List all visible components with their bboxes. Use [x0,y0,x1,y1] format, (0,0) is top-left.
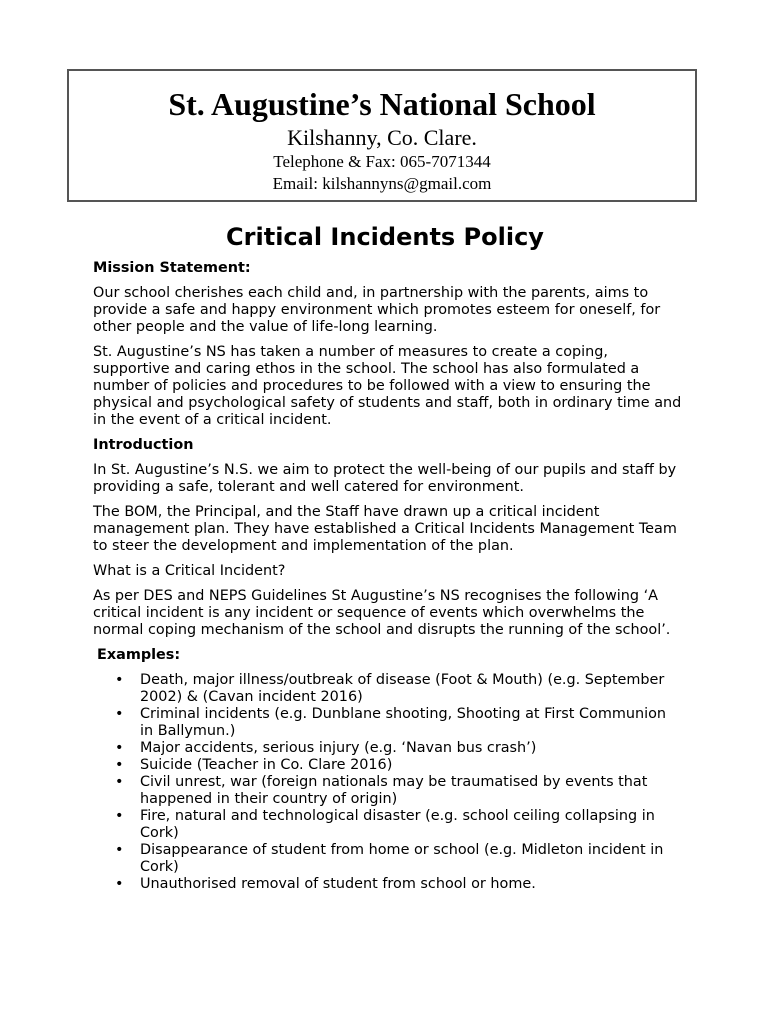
bullet-icon: • [115,757,124,773]
list-item [93,672,683,706]
bullet-icon: • [115,876,124,892]
introduction-paragraph-1: In St. Augustine’s N.S. we aim to protect the well-being of our pupils and staff by providing a safe, tolerant and well catered for environment. [93,462,677,495]
list-item-text: Major accidents, serious injury (e.g. ‘Navan bus crash’) [140,740,537,756]
school-email: Email: kilshannyns@gmail.com [272,174,492,193]
examples-heading: Examples: [97,647,181,663]
list-item-text: Disappearance of student from home or school (e.g. Midleton incident in Cork) [140,842,664,875]
list-item [93,808,683,842]
list-item [93,706,683,740]
bullet-icon: • [115,808,124,824]
introduction-paragraph-2: The BOM, the Principal, and the Staff have drawn up a critical incident management plan. They have established a Critical Incidents Management Team to steer the development and implementation of the plan. [93,504,677,554]
list-item-text: Unauthorised removal of student from school or home. [140,876,536,892]
bullet-icon: • [115,774,124,790]
letterhead-box [67,69,697,202]
list-item-text: Suicide (Teacher in Co. Clare 2016) [140,757,393,773]
what-is-heading: What is a Critical Incident? [93,563,286,579]
list-item-text: Civil unrest, war (foreign nationals may be traumatised by events that happened in their country of origin) [140,774,648,807]
mission-paragraph-2: St. Augustine’s NS has taken a number of measures to create a coping, supportive and caring ethos in the school. The school has also formulated a number of policies and procedures to be followed with a view to ensuring the physical and psychological safety of students and staff, both in ordinary time and in the event of a critical incident. [93,344,682,428]
policy-title: Critical Incidents Policy [226,223,544,251]
list-item [93,740,683,757]
list-item-text: Death, major illness/outbreak of disease (Foot & Mouth) (e.g. September 2002) & (Cavan incident 2016) [140,672,665,705]
mission-paragraph-1: Our school cherishes each child and, in partnership with the parents, aims to provide a safe and happy environment which promotes esteem for oneself, for other people and the value of life-long learning. [93,285,661,335]
list-item [93,842,683,876]
bullet-icon: • [115,672,124,688]
list-item [93,876,683,893]
list-item-text: Fire, natural and technological disaster (e.g. school ceiling collapsing in Cork) [140,808,655,841]
school-phone: Telephone & Fax: 065-7071344 [273,152,491,171]
introduction-heading: Introduction [93,437,194,453]
school-location: Kilshanny, Co. Clare. [287,125,477,150]
bullet-icon: • [115,842,124,858]
examples-list [93,672,683,893]
list-item [93,757,683,774]
school-name: St. Augustine’s National School [168,86,596,122]
bullet-icon: • [115,740,124,756]
definition-paragraph: As per DES and NEPS Guidelines St Augustine’s NS recognises the following ‘A critical incident is any incident or sequence of events which overwhelms the normal coping mechanism of the school and disrupts the running of the school’. [93,588,671,638]
policy-content [93,260,683,893]
bullet-icon: • [115,706,124,722]
mission-heading: Mission Statement: [93,260,251,276]
list-item-text: Criminal incidents (e.g. Dunblane shooting, Shooting at First Communion in Ballymun.) [140,706,667,739]
list-item [93,774,683,808]
